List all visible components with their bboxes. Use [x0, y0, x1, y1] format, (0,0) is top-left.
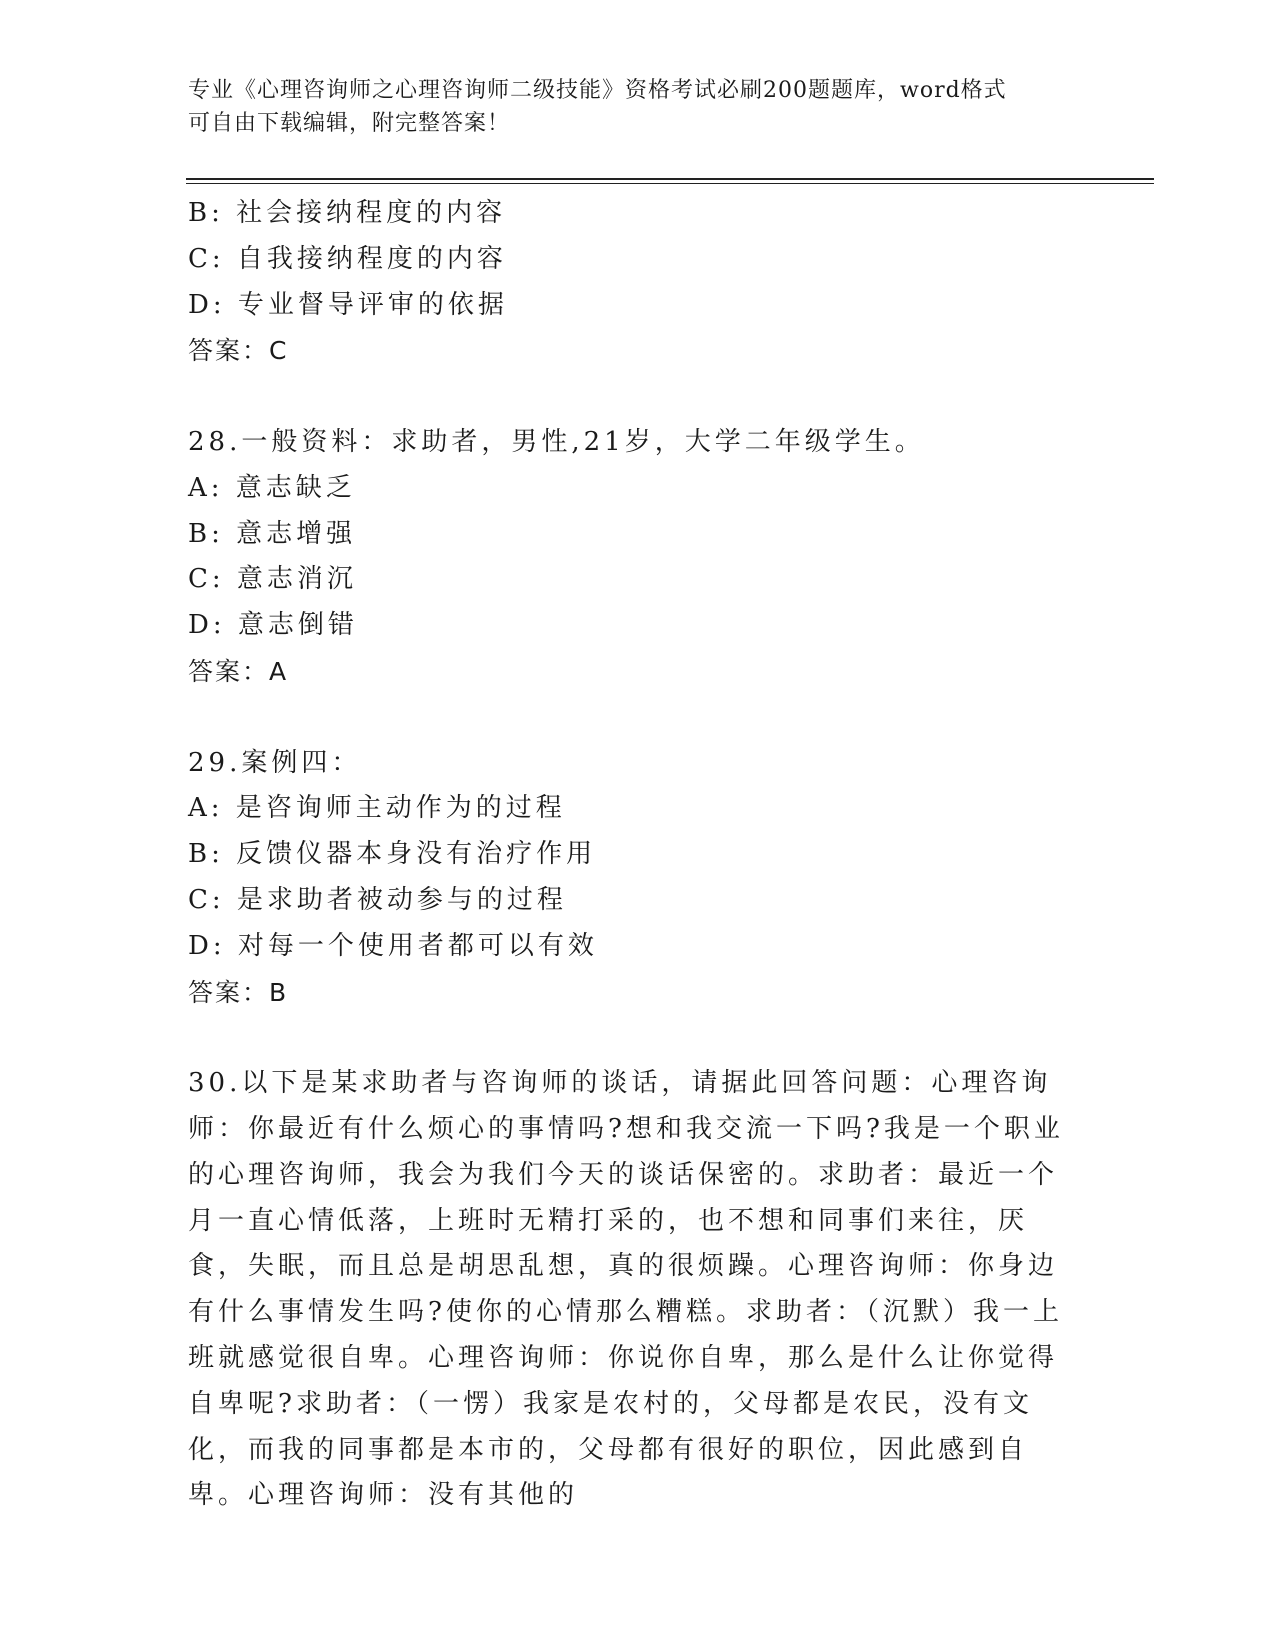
option-d: D: 对每一个使用者都可以有效	[188, 930, 598, 961]
spacer	[188, 374, 1088, 420]
header-rule-thin	[186, 183, 1154, 184]
question-stem: 29.案例四：	[188, 747, 362, 778]
option-c: C: 自我接纳程度的内容	[188, 243, 507, 274]
option-a: A: 是咨询师主动作为的过程	[188, 793, 566, 824]
question-block-30	[188, 1061, 1088, 1519]
spacer	[188, 1015, 1088, 1061]
question-stem: 28.一般资料：求助者，男性,21岁，大学二年级学生。	[188, 426, 925, 457]
option-c: C: 是求助者被动参与的过程	[188, 884, 567, 915]
option-d: D: 专业督导评审的依据	[188, 289, 508, 320]
option-c: C: 意志消沉	[188, 564, 357, 595]
page-content	[188, 191, 1088, 1519]
header-line-1: 专业《心理咨询师之心理咨询师二级技能》资格考试必刷200题题库，word格式	[188, 78, 1007, 103]
option-d: D: 意志倒错	[188, 610, 358, 641]
question-block-29	[188, 741, 1088, 1016]
question-stem: 30.以下是某求助者与咨询师的谈话，请据此回答问题：心理咨询师：你最近有什么烦心的事情吗?想和我交流一下吗?我是一个职业的心理咨询师，我会为我们今天的谈话保密的。求助者：最近一个月一直心情低落，上班时无精打采的，也不想和同事们来往，厌食，失眠，而且总是胡思乱想，真的很烦躁。心理咨询师：你身边有什么事情发生吗?使你的心情那么糟糕。求助者：（沉默）我一上班就感觉很自卑。心理咨询师：你说你自卑，那么是什么让你觉得自卑呢?求助者：（一愣）我家是农村的，父母都是农民，没有文化，而我的同事都是本市的，父母都有很好的职位，因此感到自卑。心理咨询师：没有其他的	[188, 1068, 1064, 1511]
document-header	[188, 74, 1088, 140]
answer-line: 答案：A	[188, 656, 289, 686]
option-b: B: 社会接纳程度的内容	[188, 198, 507, 228]
spacer	[188, 695, 1088, 741]
question-block-prev	[188, 191, 1088, 374]
option-b: B: 意志增强	[188, 518, 357, 549]
option-a: A: 意志缺乏	[188, 472, 356, 503]
answer-line: 答案：B	[188, 977, 289, 1007]
question-block-28	[188, 420, 1088, 695]
option-b: B: 反馈仪器本身没有治疗作用	[188, 839, 597, 870]
header-rule-thick	[186, 178, 1154, 180]
header-line-2: 可自由下载编辑，附完整答案！	[188, 111, 511, 136]
answer-line: 答案：C	[188, 336, 289, 366]
